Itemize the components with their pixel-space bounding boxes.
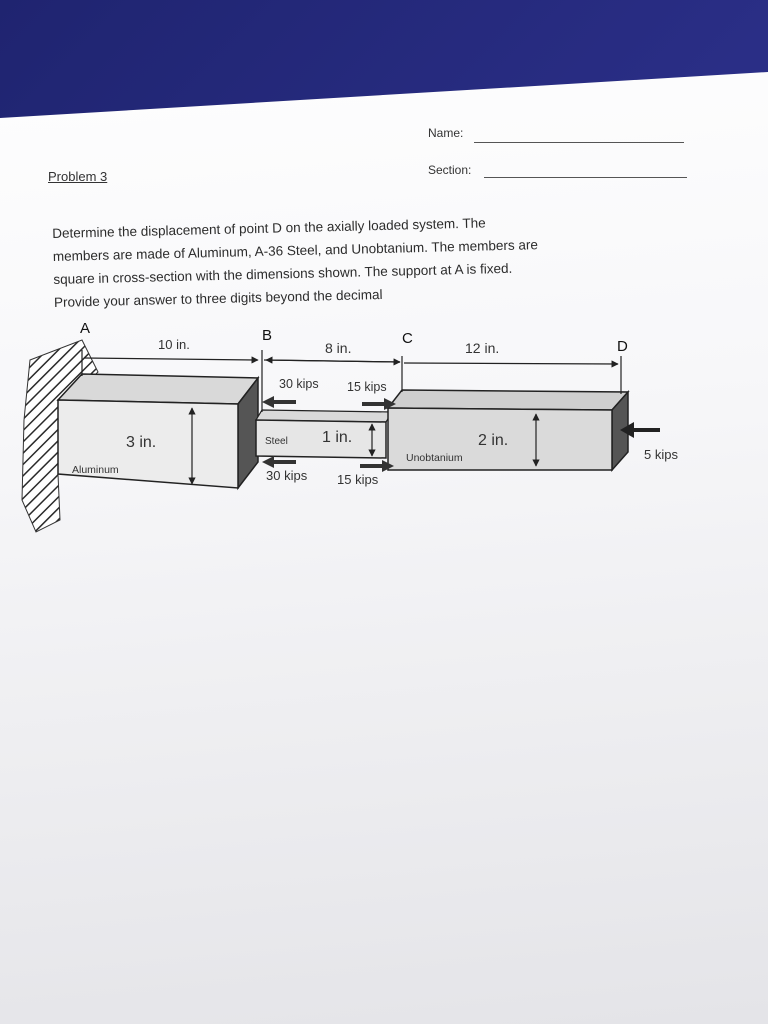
steel-size-label: 1 in.	[322, 429, 353, 446]
unobtanium-size-label: 2 in.	[478, 432, 509, 449]
name-label: Name:	[428, 126, 464, 140]
length-ab-label: 10 in.	[158, 337, 190, 352]
length-cd-label: 12 in.	[465, 340, 500, 356]
problem-line: Provide your answer to three digits beyond the decimal	[53, 286, 383, 310]
problem-title: Problem 3	[48, 169, 108, 184]
section-label: Section:	[428, 163, 472, 177]
point-a-label: A	[80, 320, 91, 337]
point-d-label: D	[617, 338, 628, 355]
load-b-bottom-label: 30 kips	[266, 468, 308, 483]
problem-line: Determine the displacement of point D on the axially loaded system. The	[52, 215, 486, 241]
load-c-top-label: 15 kips	[347, 380, 387, 394]
unobtanium-material-label: Unobtanium	[406, 452, 463, 464]
load-d-label: 5 kips	[644, 447, 678, 462]
dimension-cd	[404, 363, 618, 364]
load-c-bottom-label: 15 kips	[337, 472, 379, 487]
dimension-bc-back	[266, 360, 400, 362]
problem-line: members are made of Aluminum, A-36 Steel, and Unobtanium. The members are	[52, 237, 539, 264]
load-b-top-label: 30 kips	[279, 377, 319, 391]
dimension-ab	[84, 358, 258, 360]
steel-material-label: Steel	[265, 436, 288, 447]
aluminum-size-label: 3 in.	[126, 434, 157, 451]
problem-line: square in cross-section with the dimensions shown. The support at A is fixed.	[53, 260, 513, 287]
point-c-label: C	[402, 330, 413, 347]
length-bc-label: 8 in.	[325, 340, 352, 356]
point-b-label: B	[262, 327, 273, 344]
aluminum-material-label: Aluminum	[72, 464, 119, 476]
